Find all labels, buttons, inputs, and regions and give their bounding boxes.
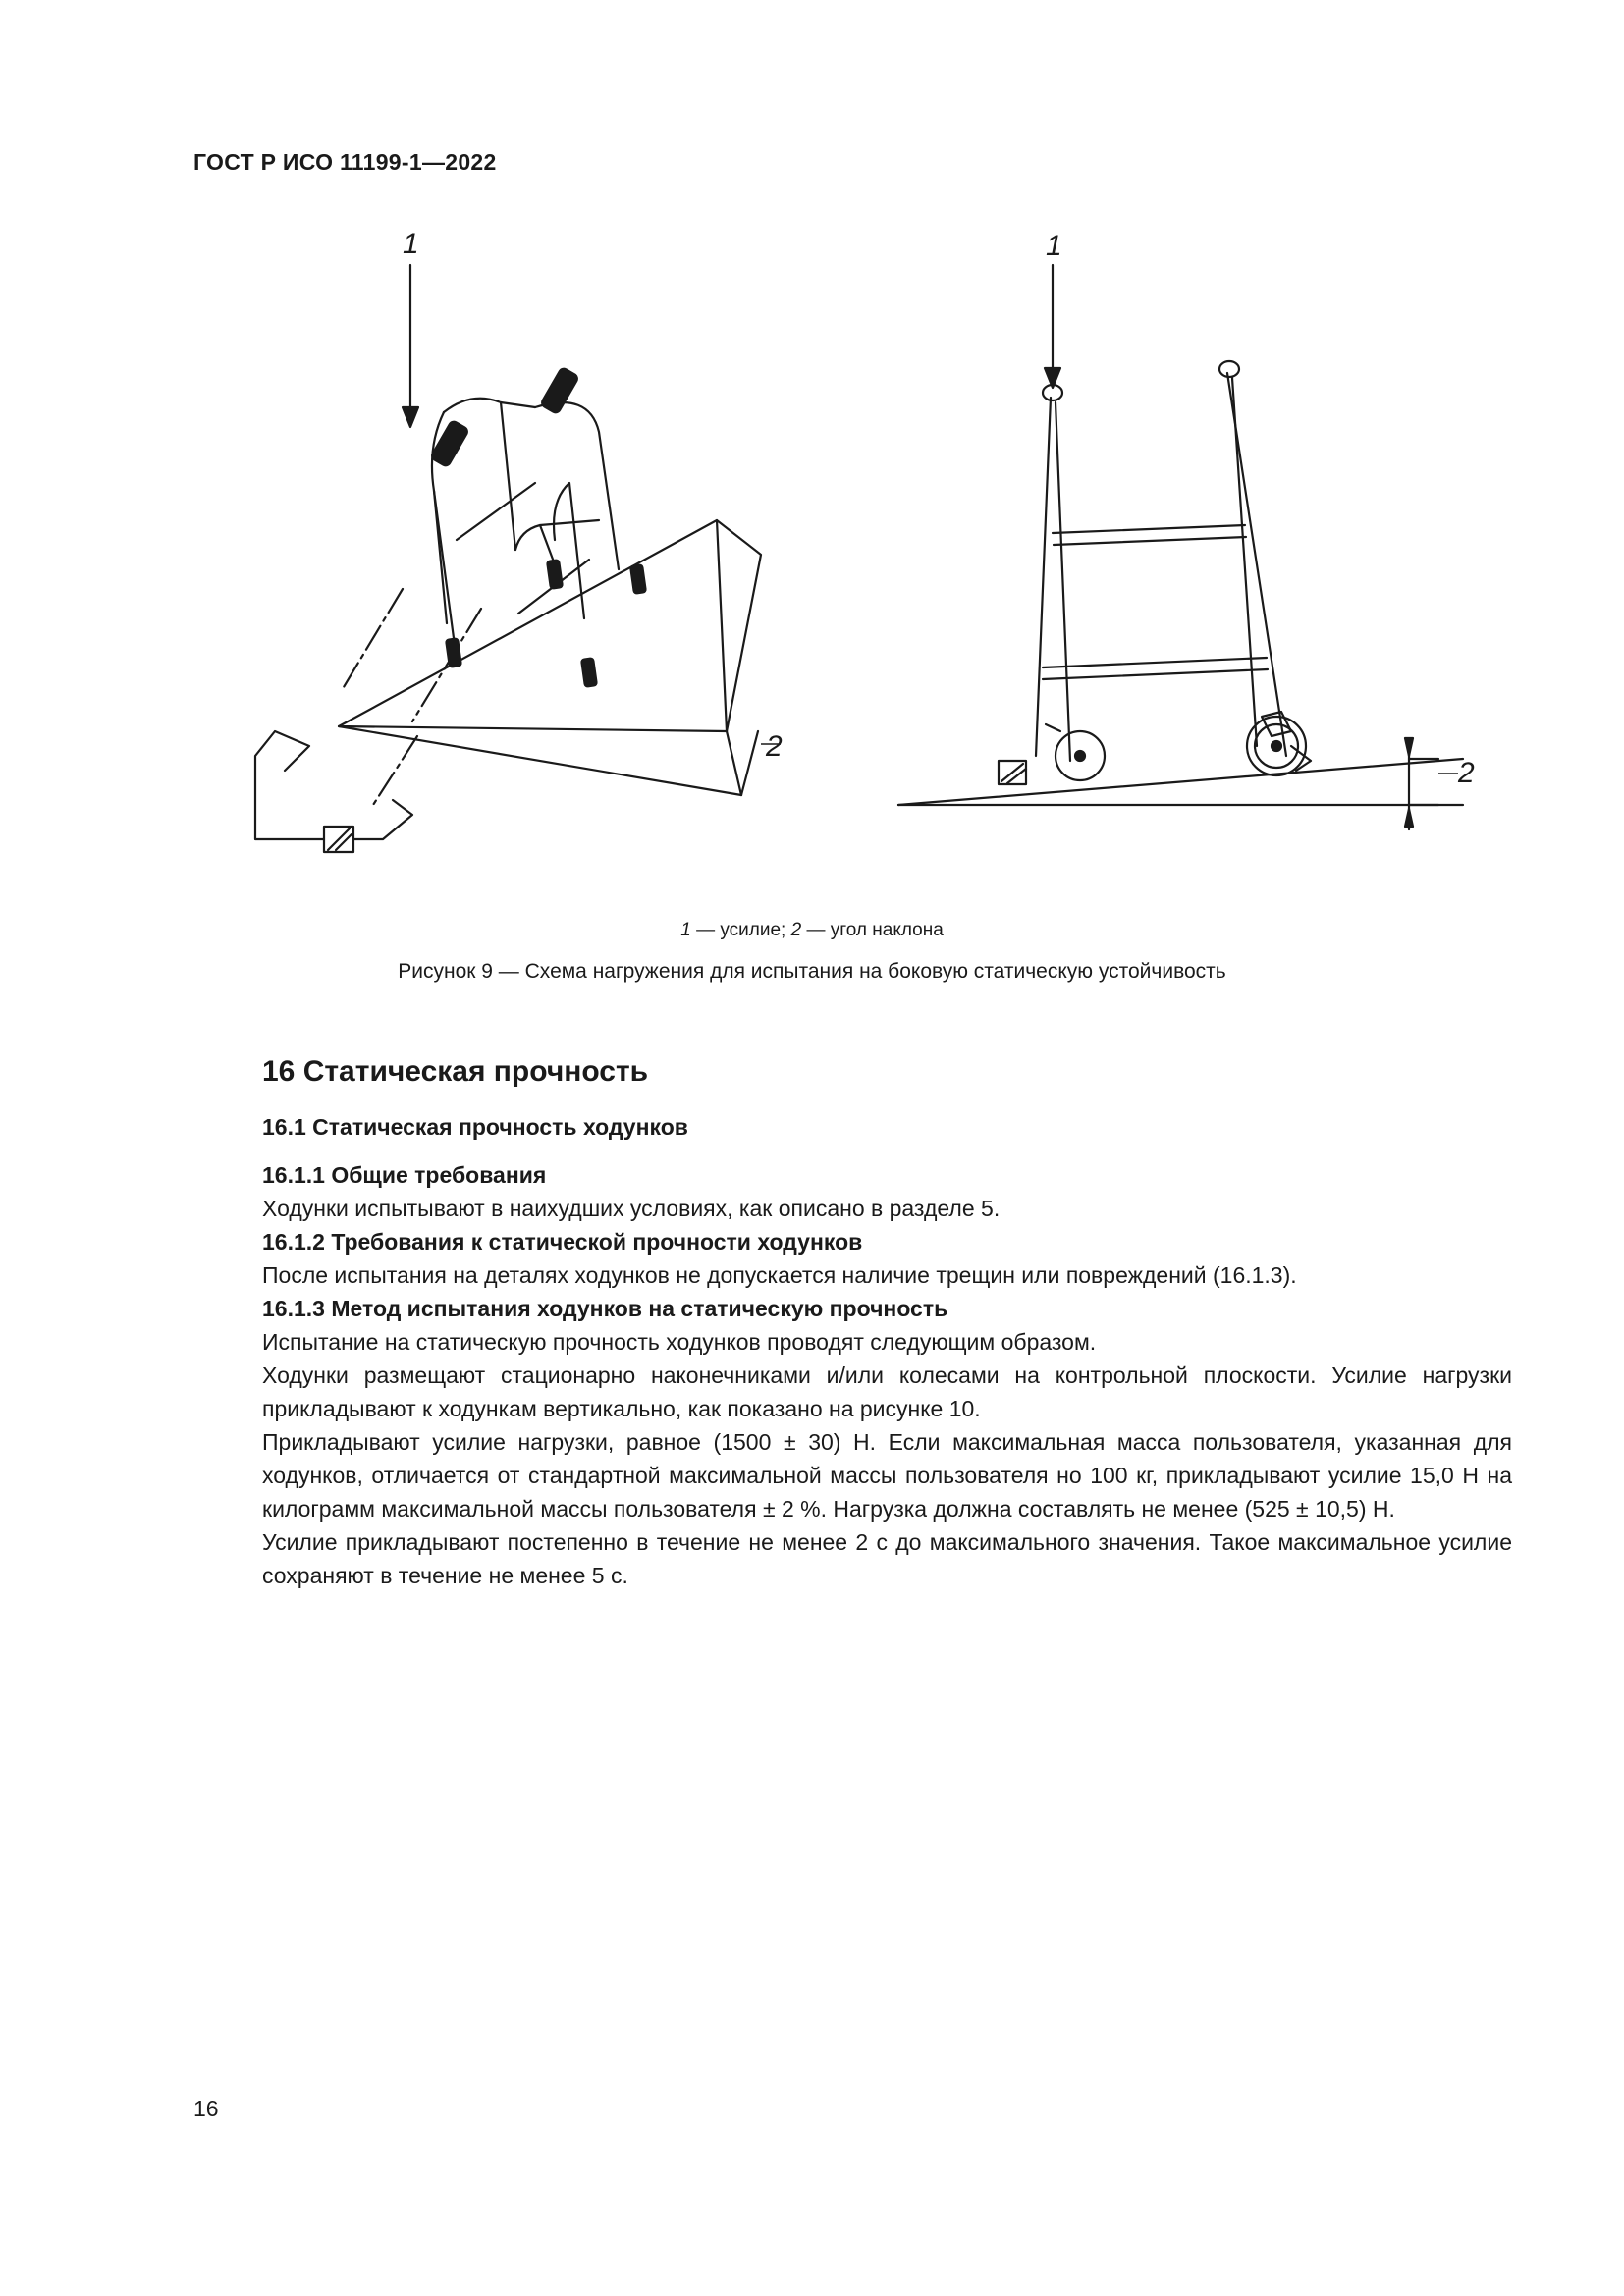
legend-force-text: — усилие;: [690, 920, 791, 940]
paragraph-1: Испытание на статическую прочность ходунков проводят следующим образом.: [262, 1329, 1097, 1355]
clause-16-1-2-text: После испытания на деталях ходунков не допускается наличие трещин или повреждений (16.1.3).: [262, 1262, 1297, 1288]
clause-16-1-3-title: 16.1.3 Метод испытания ходунков на статическую прочность: [262, 1296, 948, 1321]
left-force-arrow: [403, 265, 418, 427]
legend-force-num: 1: [680, 920, 691, 940]
right-force-label: 1: [1046, 230, 1062, 262]
clause-16-1-1-title: 16.1.1 Общие требования: [262, 1162, 547, 1188]
right-angle-label: 2: [1458, 757, 1475, 789]
right-force-arrow: [1045, 265, 1060, 388]
legend-angle-text: — угол наклона: [801, 920, 944, 940]
legend-angle-num: 2: [790, 920, 802, 940]
clause-16-1-1-text: Ходунки испытывают в наихудших условиях, как описано в разделе 5.: [262, 1196, 1001, 1221]
left-force-label: 1: [403, 228, 419, 260]
section-16: [262, 1055, 1512, 1592]
right-slope: [898, 738, 1463, 829]
paragraph-3: Прикладывают усилие нагрузки, равное (1500 ± 30) Н. Если максимальная масса пользователя, указанная для ходунков, отличается от стандартной максимальной массы пользователя но 100 кг, прикладывают усилие 15,0 Н на килограмм максимальной массы пользователя ± 2 %. Нагрузка должна составлять не менее (525 ± 10,5) Н.: [262, 1429, 1512, 1522]
section-title: 16 Статическая прочность: [262, 1055, 649, 1088]
figure-legend: [0, 920, 1624, 941]
left-angle-label: 2: [766, 730, 783, 763]
paragraph-2: Ходунки размещают стационарно наконечниками и/или колесами на контрольной плоскости. Усилие нагрузки прикладывают к ходункам вертикально, как показано на рисунке 10.: [262, 1362, 1512, 1421]
page-number: 16: [193, 2096, 219, 2121]
clause-16-1-2-title: 16.1.2 Требования к статической прочности ходунков: [262, 1229, 863, 1255]
document-header: ГОСТ Р ИСО 11199-1—2022: [193, 149, 497, 175]
subsection-title: 16.1 Статическая прочность ходунков: [262, 1114, 688, 1140]
figure-9: [216, 226, 1512, 893]
paragraph-4: Усилие прикладывают постепенно в течение не менее 2 с до максимального значения. Такое максимальное усилие сохраняют в течение не менее 5 с.: [262, 1529, 1512, 1588]
loading-diagram: [216, 226, 1512, 893]
figure-caption: Рисунок 9 — Схема нагружения для испытания на боковую статическую устойчивость: [398, 960, 1226, 983]
left-clamp-fixture: [255, 589, 481, 852]
right-walker-frame: [999, 361, 1311, 784]
